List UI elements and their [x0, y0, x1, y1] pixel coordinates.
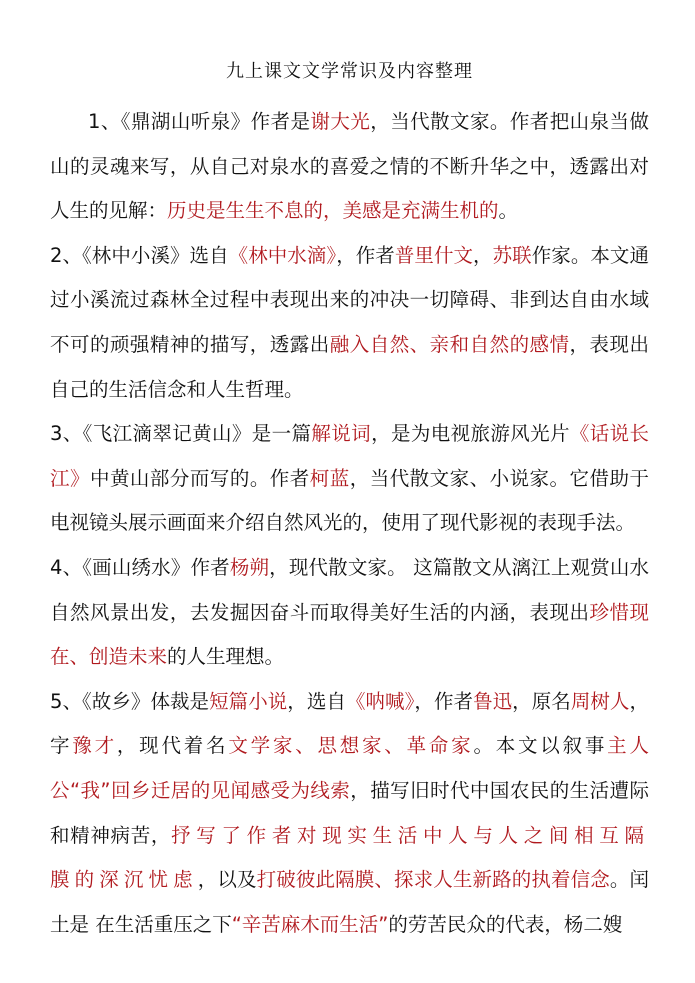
- p4-theme: 珍惜现在、创造未来: [50, 600, 649, 669]
- p2-theme: 融入自然、亲和自然的感情: [329, 332, 570, 356]
- p1-theme: 历史是生生不息的，美感是充满生机的: [167, 199, 499, 223]
- p2-text-g: 作家。本文通过小溪流过森林全过程中表现出来的冲决一切障碍、非到达自由水域不可的顽强精神的描写，透露出: [50, 243, 649, 356]
- p2-text-e: ，: [473, 243, 493, 267]
- p5-real-name: 周树人: [570, 689, 630, 713]
- p5-text-m: 。本文以叙事: [473, 734, 608, 758]
- p3-author: 柯蓝: [309, 466, 350, 490]
- p1-author: 谢大光: [310, 110, 371, 133]
- p5-text-i: ，字: [50, 689, 649, 758]
- paragraph-4: [50, 546, 649, 680]
- p5-titles: 文学家、思想家、革命家: [228, 734, 474, 758]
- p1-text-e: 。: [498, 199, 519, 223]
- p4-text-e: 的人生理想。: [167, 645, 285, 669]
- p5-author: 鲁迅: [473, 689, 513, 713]
- p3-text-c: ，是为电视旅游风光片: [371, 422, 570, 446]
- p3-film: 《话说长江》: [50, 422, 649, 490]
- p4-text-a: 4、《画山绣水》作者: [50, 555, 230, 579]
- p5-theme-2: 打破彼此隔膜、探求人生新路的执着信念: [256, 868, 610, 892]
- p5-text-k: ，现代着名: [116, 734, 229, 758]
- p2-author: 普里什文: [394, 243, 474, 267]
- p5-text-a: 5、《故乡》体裁是: [50, 689, 210, 713]
- paragraph-5: [50, 680, 649, 948]
- p1-text-a: 1、《鼎湖山听泉》作者是: [88, 110, 311, 133]
- paragraph-2: [50, 234, 649, 412]
- p2-text-a: 2、《林中小溪》选自: [50, 243, 229, 267]
- p3-text-e: 中黄山部分而写的。作者: [89, 466, 310, 490]
- p4-text-c: ，现代散文家。 这篇散文从漓江上观赏山水自然风景出发，去发掘因奋斗而取得美好生活的内涵，表现出: [50, 555, 649, 624]
- p4-author: 杨朔: [229, 555, 270, 579]
- paragraph-3: [50, 412, 649, 546]
- p5-text-e: ，作者: [414, 689, 474, 713]
- p3-text-g: ，当代散文家、小说家。它借助于电视镜头展示画面来介绍自然风光的，使用了现代影视的表现手法。: [50, 466, 649, 535]
- p5-quote: “辛苦麻木而生活”: [231, 912, 389, 936]
- p1-text-c: ，当代散文家。作者把山泉当做山的灵魂来写，从自己对泉水的喜爱之情的不断升华之中，透露出对人生的见解：: [50, 110, 649, 223]
- p5-text-q: ，以及: [197, 868, 257, 892]
- p5-theme-1: 抒写了作者对现实生活中人与人之间相互隔膜的深沉忧虑: [50, 823, 649, 892]
- p2-country: 苏联: [492, 243, 532, 267]
- page-title: 九上课文文学常识及内容整理: [226, 61, 473, 82]
- p3-genre: 解说词: [311, 422, 372, 446]
- p2-text-i: ，表现出自己的生活信念和人生哲理。: [50, 332, 649, 401]
- p5-text-s: 。闰土是 在生活重压之下: [50, 868, 649, 936]
- p2-source: 《林中水滴》: [228, 243, 337, 267]
- p5-courtesy-name: 豫才: [72, 734, 117, 758]
- p5-text-g: ，原名: [512, 689, 571, 713]
- p5-clue: 主人公“我”回乡迁居的见闻感受为线索: [50, 734, 649, 802]
- p5-text-o: ，描写旧时代中国农民的生活遭际和精神病苦，: [50, 778, 649, 847]
- p5-text-u: 的劳苦民众的代表，杨二嫂: [388, 912, 623, 936]
- p2-text-c: ，作者: [336, 243, 395, 267]
- p5-text-c: ，选自: [287, 689, 346, 713]
- paragraph-1: [50, 100, 649, 234]
- p5-source: 《呐喊》: [345, 689, 415, 713]
- p5-genre: 短篇小说: [209, 689, 288, 713]
- p3-text-a: 3、《飞江滴翠记黄山》是一篇: [50, 422, 312, 446]
